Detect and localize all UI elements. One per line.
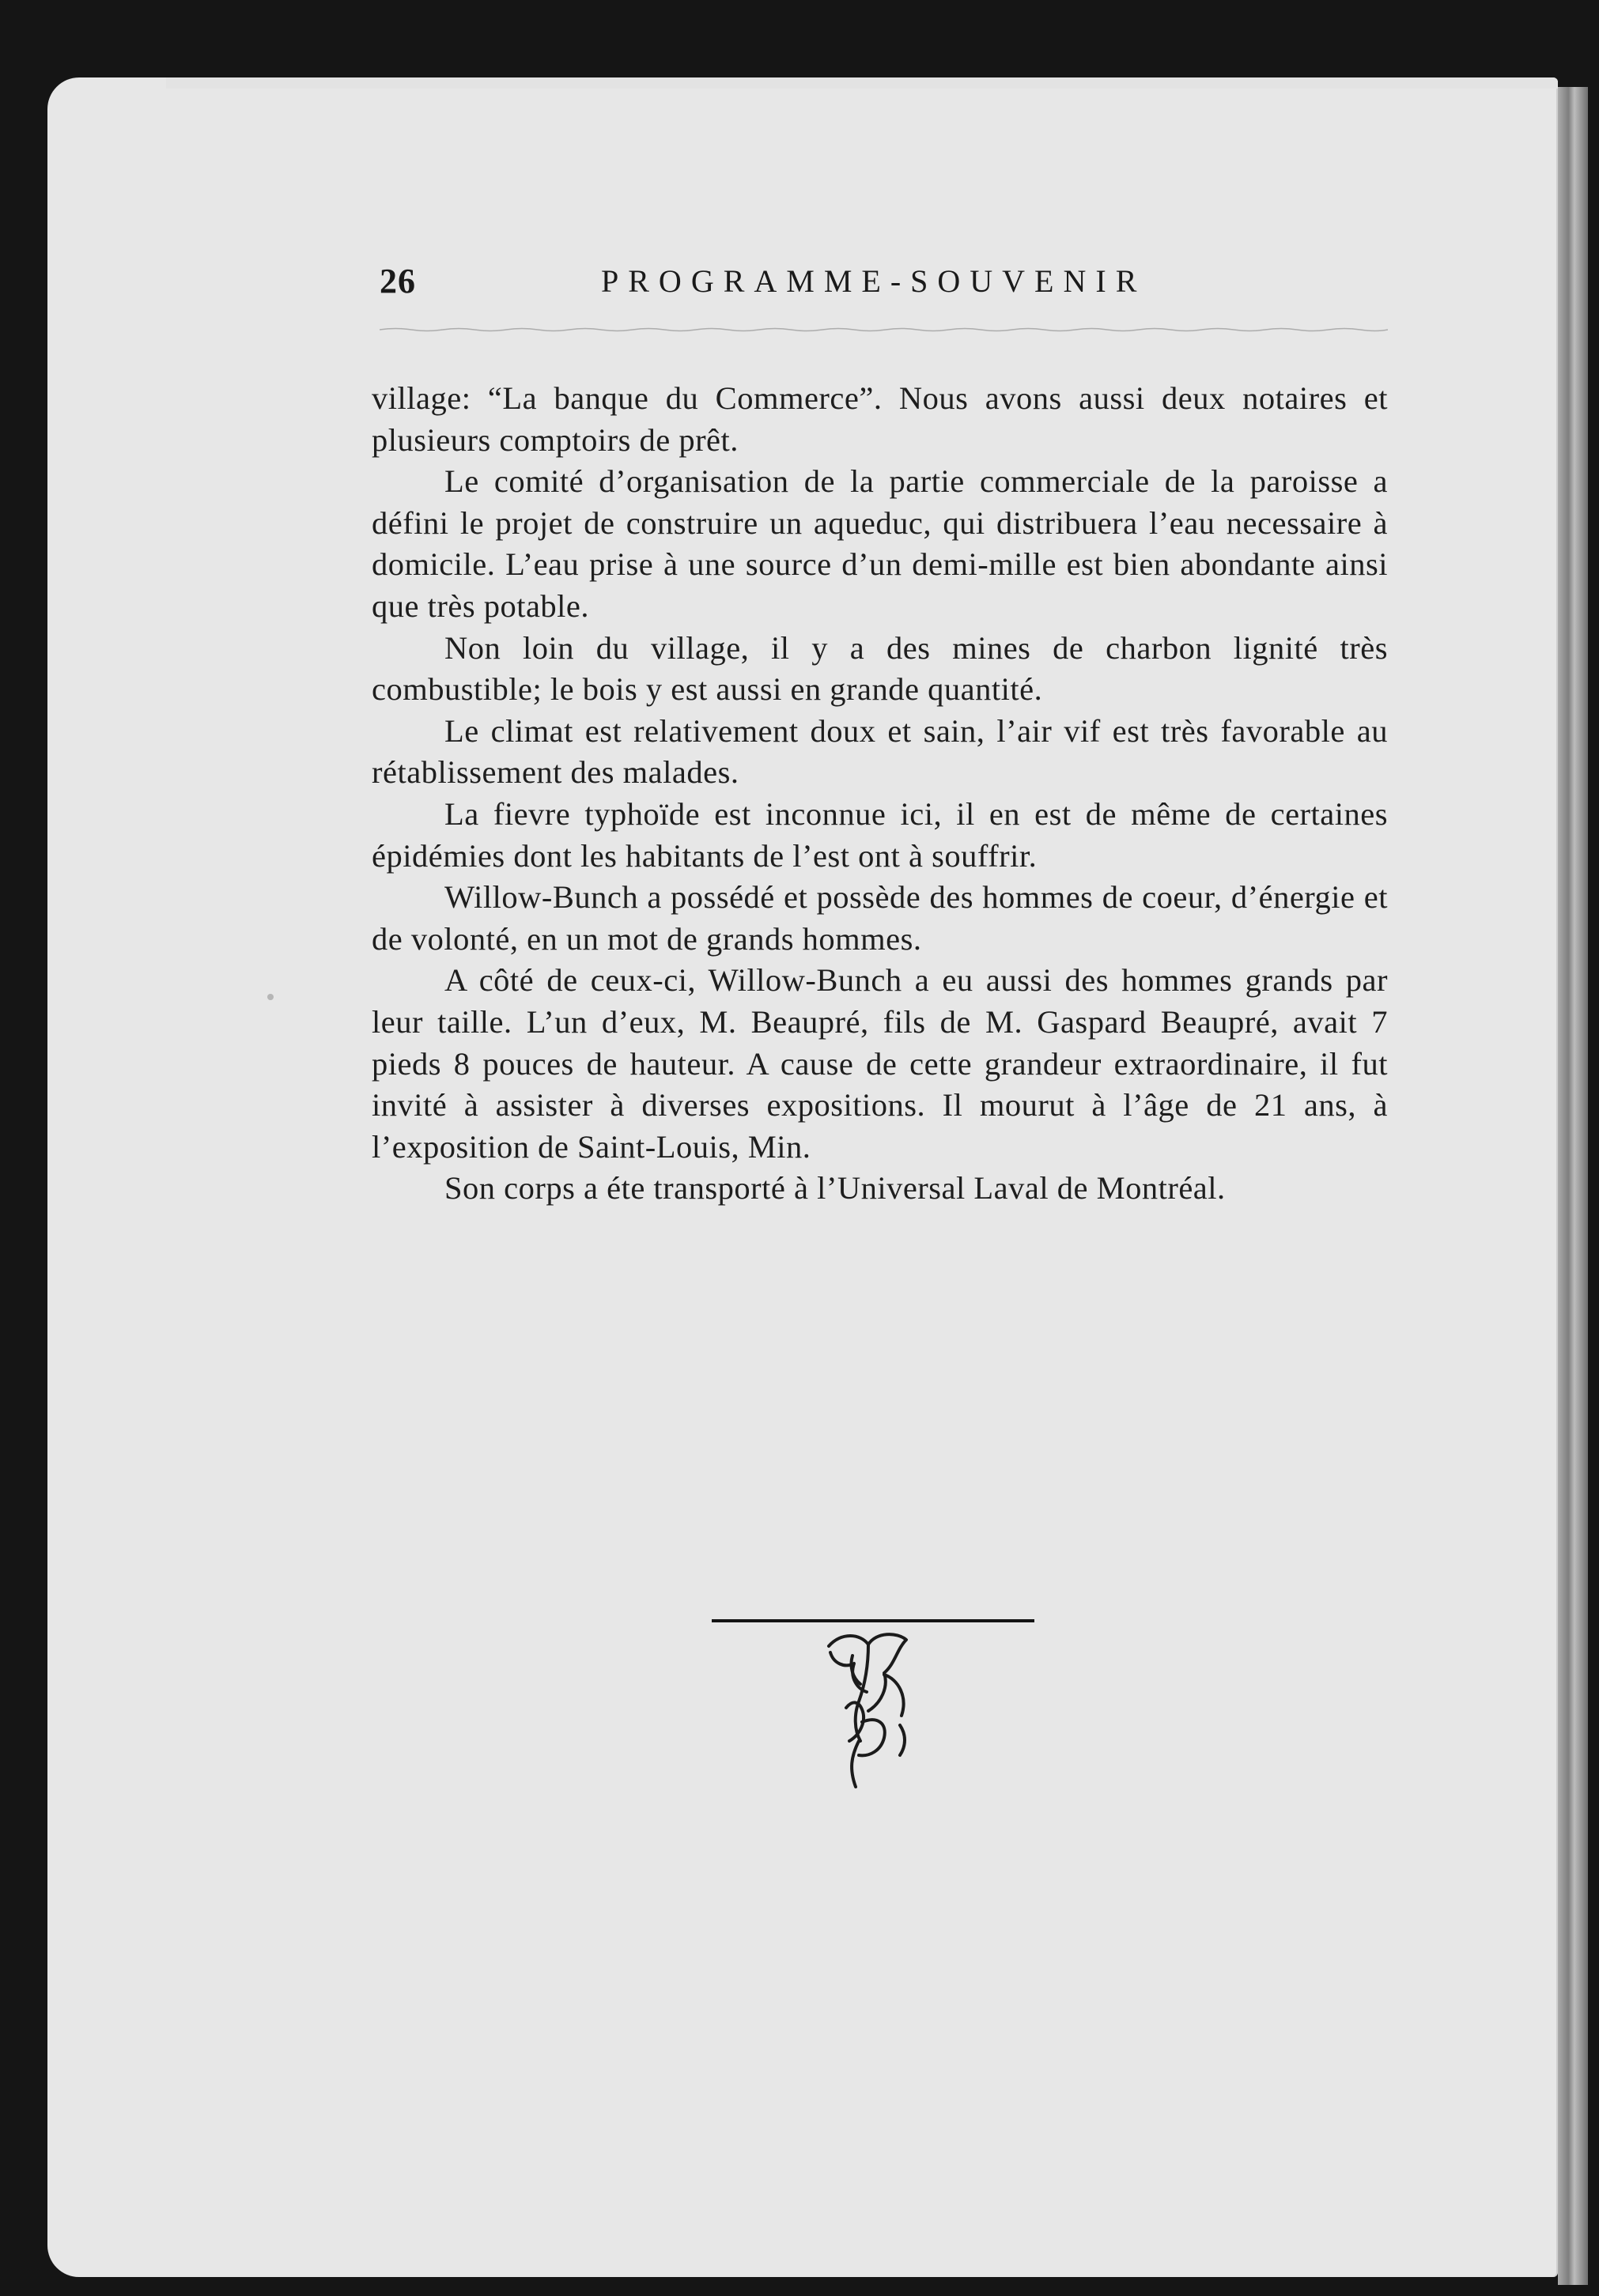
page-right-edge (1558, 87, 1588, 2285)
paragraph: Le climat est relativement doux et sain, l’air vif est très favorable au rétablissement des malades. (372, 712, 1388, 791)
page-number: 26 (380, 262, 416, 300)
paragraph: Son corps a éte transporté à l’Universal Laval de Montréal. (444, 1170, 1226, 1207)
body-text (372, 378, 1388, 1210)
paragraph: village: “La banque du Commerce”. Nous avons aussi deux notaires et plusieurs comptoirs de prêt. (372, 380, 1388, 458)
paragraph: La fievre typhoïde est inconnue ici, il en est de même de certaines épidémies dont les habitants de l’est ont à souffrir. (372, 795, 1388, 874)
tailpiece-rule (712, 1619, 1034, 1622)
paragraph: A côté de ceux-ci, Willow-Bunch a eu aussi des hommes grands par leur taille. L’un d’eux, M. Beaupré, fils de M. Gaspard Beaupré, avait 7 pieds 8 pouces de hauteur. A cause de cette grandeur extraordinaire, il fut invité à assister à diverses expositions. Il mourut à l’âge de 21 ans, à l’exposition de Saint-Louis, Min. (372, 962, 1388, 1165)
running-title: PROGRAMME-SOUVENIR (601, 263, 1147, 299)
floral-tailpiece-icon (815, 1626, 933, 1792)
tailpiece (712, 1613, 1036, 1795)
page-top-edge (166, 77, 1558, 89)
paragraph: Willow-Bunch a possédé et possède des hommes de coeur, d’énergie et de volonté, en un mot de grands hommes. (372, 879, 1388, 957)
page-header (380, 261, 1384, 308)
paper-speck (267, 994, 274, 1000)
paragraph: Non loin du village, il y a des mines de charbon lignité très combustible; le bois y est aussi en grande quantité. (372, 629, 1388, 708)
header-divider (380, 326, 1388, 334)
paragraph: Le comité d’organisation de la partie commerciale de la paroisse a défini le projet de construire un aqueduc, qui distribuera l’eau necessaire à domicile. L’eau prise à une source d’un demi-mille est bien abondante ainsi que très potable. (372, 463, 1388, 624)
